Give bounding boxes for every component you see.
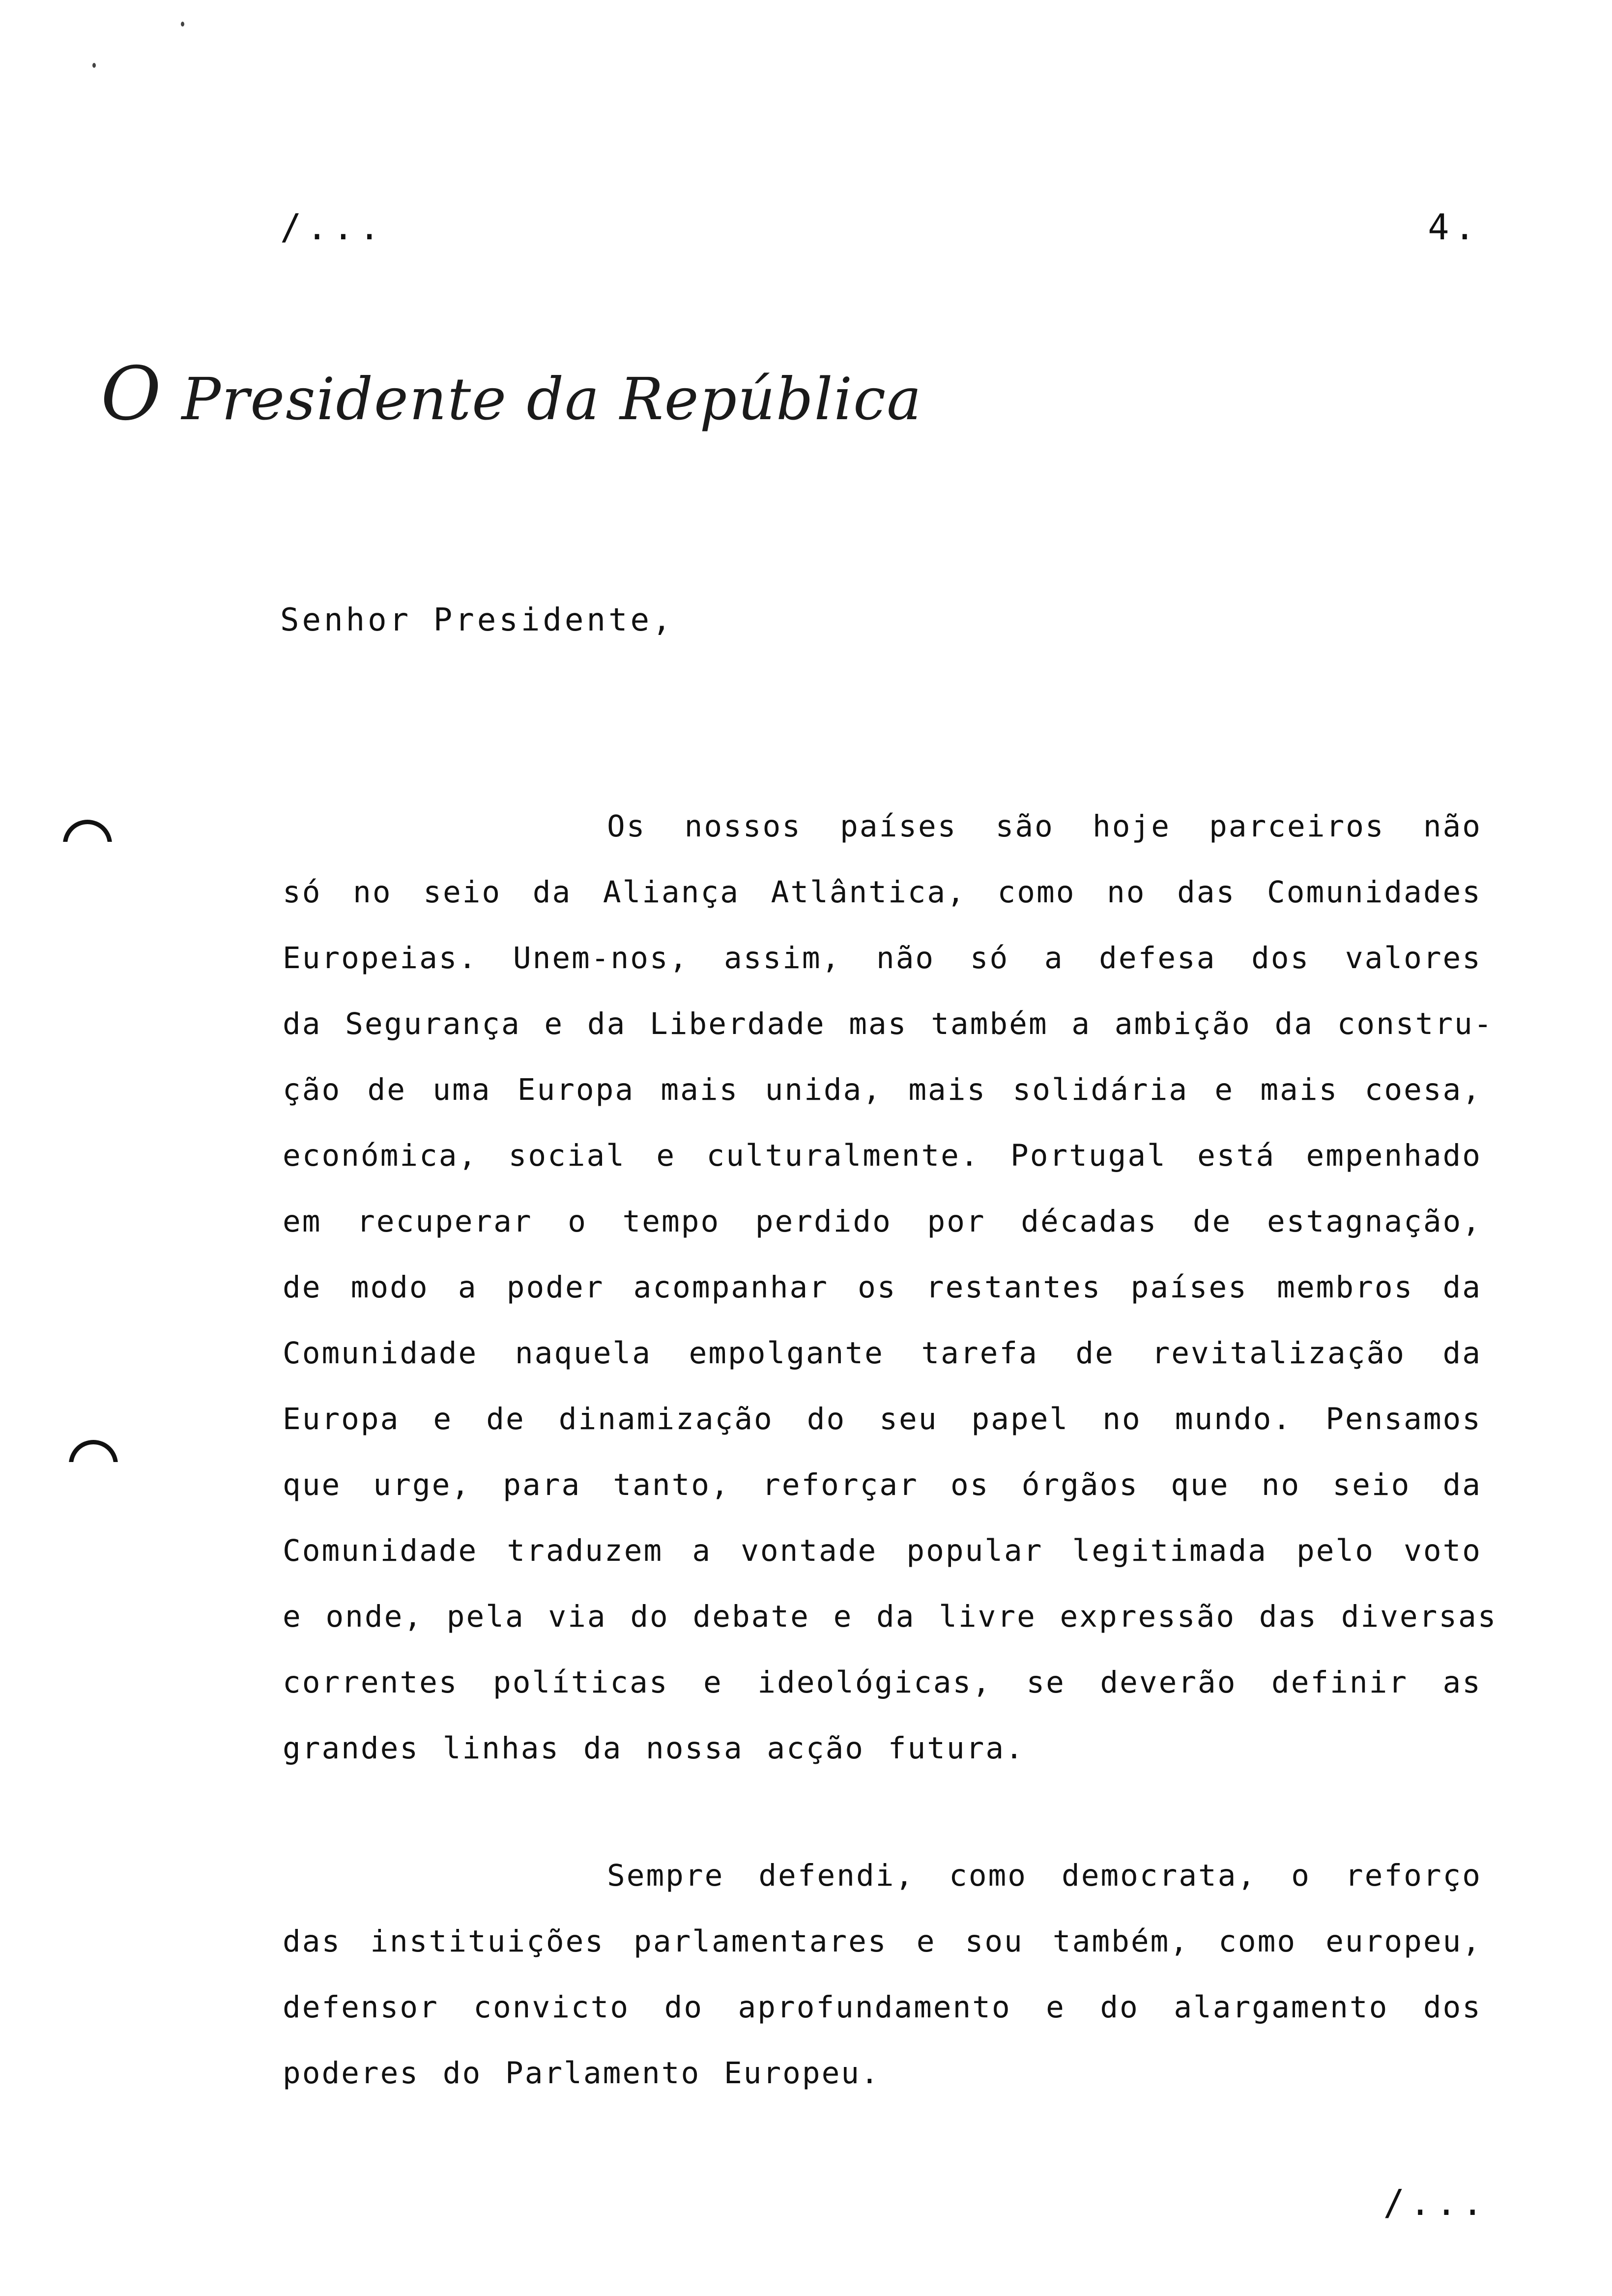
paragraph-line: poderes do Parlamento Europeu. (283, 2056, 880, 2091)
paragraph-line: das instituições parlamentares e sou também, como europeu, (283, 1924, 1482, 1959)
paragraph-line: da Segurança e da Liberdade mas também a ambição da constru- (283, 1006, 1494, 1041)
page-number: 4. (1428, 206, 1480, 248)
paragraph-line: Europa e de dinamização do seu papel no mundo. Pensamos (283, 1402, 1482, 1436)
paragraph-2 (283, 1843, 1482, 2106)
continuation-mark-top: /... (280, 206, 385, 248)
paragraph-line: e onde, pela via do debate e da livre expressão das diversas (283, 1599, 1497, 1634)
punch-hole-mark (69, 1440, 118, 1489)
letterhead (101, 351, 922, 437)
paragraph-line: ção de uma Europa mais unida, mais solidária e mais coesa, (283, 1072, 1482, 1107)
continuation-mark-bottom: /... (1383, 2182, 1488, 2223)
paragraph-line: grandes linhas da nossa acção futura. (283, 1731, 1025, 1766)
paragraph-line: Comunidade traduzem a vontade popular legitimada pelo voto (283, 1533, 1482, 1568)
paper-speck (181, 22, 184, 27)
paragraph-line: Europeias. Unem-nos, assim, não só a defesa dos valores (283, 941, 1482, 976)
punch-hole-mark (63, 820, 112, 869)
paragraph-line: correntes políticas e ideológicas, se deverão definir as (283, 1665, 1482, 1700)
paragraph-line: Comunidade naquela empolgante tarefa de revitalização da (283, 1336, 1482, 1371)
paragraph-line: defensor convicto do aprofundamento e do alargamento dos (283, 1990, 1482, 2025)
paragraph-line: Os nossos países são hoje parceiros não (607, 809, 1482, 844)
paper-speck (92, 63, 96, 68)
salutation: Senhor Presidente, (280, 602, 674, 638)
paragraph-line: de modo a poder acompanhar os restantes países membros da (283, 1270, 1482, 1305)
paragraph-line: económica, social e culturalmente. Portugal está empenhado (283, 1138, 1482, 1173)
letterhead-text: Presidente da República (181, 365, 922, 433)
paragraph-line: Sempre defendi, como democrata, o reforço (607, 1858, 1482, 1893)
paragraph-line: em recuperar o tempo perdido por décadas de estagnação, (283, 1204, 1482, 1239)
paragraph-line: que urge, para tanto, reforçar os órgãos que no seio da (283, 1467, 1482, 1502)
paragraph-1 (283, 794, 1497, 1781)
paragraph-line: só no seio da Aliança Atlântica, como no das Comunidades (283, 875, 1482, 910)
letterhead-initial: O (101, 351, 162, 437)
